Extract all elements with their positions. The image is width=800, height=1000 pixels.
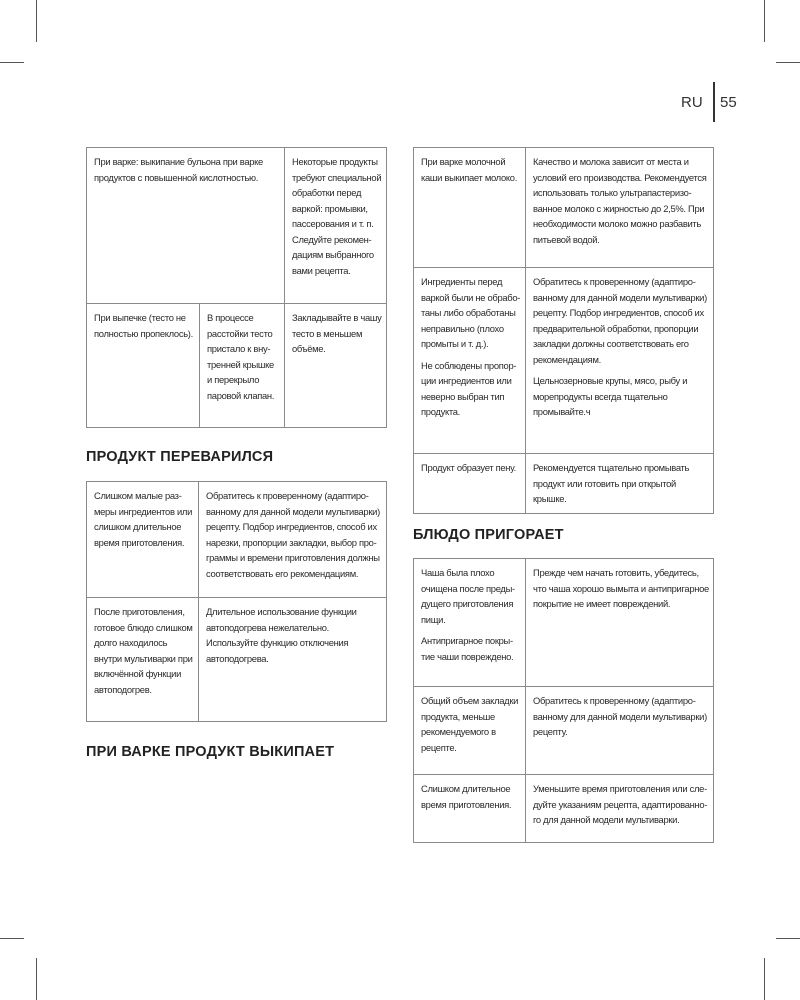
section-heading-overcooked: ПРОДУКТ ПЕРЕВАРИЛСЯ (86, 449, 274, 465)
table-row (87, 598, 387, 722)
detail-cell: В процессе расстойки тесто пристало к внутренней крышке и перекрыло паровой клапан. (200, 304, 285, 428)
cause-cell: При выпечке (тесто не полностью пропеклось). (87, 304, 200, 428)
solution-cell: Обратитесь к проверенному (адаптированному для данной модели мультиварки) рецепту. Подбор ингредиентов, способ их предварительной обработки, пропорции закладки должны соответствовать его рекомендациям. Цельнозерновые крупы, мясо, рыбу и морепродукты всегда тщательно промывайте.ч (526, 268, 714, 454)
cause-cell: При варке молочной каши выкипает молоко. (414, 148, 526, 268)
left-top-table (86, 147, 387, 428)
solution-cell: Обратитесь к проверенному (адаптированному для данной модели мультиварки) рецепту. Подбор ингредиентов, способ их нарезки, пропорции закладки, выбор программы и времени приготовления должны соответствовать его рекомендациям. (199, 482, 387, 598)
table-row (414, 559, 714, 687)
cause-cell: Слишком длительное время приготовления. (414, 775, 526, 843)
table-row (414, 687, 714, 775)
cause-cell: Продукт образует пену. (414, 454, 526, 514)
solution-cell: Длительное использование функции автоподогрева нежелательно. Используйте функцию отключения автоподогрева. (199, 598, 387, 722)
solution-cell: Рекомендуется тщательно промывать продукт или готовить при открытой крышке. (526, 454, 714, 514)
crop-mark (36, 0, 37, 42)
overcooked-table (86, 481, 387, 722)
crop-mark (764, 0, 765, 42)
cause-cell: При варке: выкипание бульона при варке продуктов с повышенной кислотностью. (87, 148, 285, 304)
crop-mark (0, 938, 24, 939)
crop-mark (776, 938, 800, 939)
table-row (414, 268, 714, 454)
table-row (414, 454, 714, 514)
solution-cell: Некоторые продукты требуют специальной обработки перед варкой: промывки, пассерования и т. п. Следуйте рекомендациям выбранного вами рецепта. (285, 148, 387, 304)
section-heading-burns: БЛЮДО ПРИГОРАЕТ (413, 527, 564, 543)
solution-cell: Обратитесь к проверенному (адаптированному для данной модели мультиварки) рецепту. (526, 687, 714, 775)
solution-cell: Прежде чем начать готовить, убедитесь, что чаша хорошо вымыта и антипригарное покрытие не имеет повреждений. (526, 559, 714, 687)
solution-cell: Качество и молока зависит от места и условий его производства. Рекомендуется использовать только ультрапастеризованное молоко с жирностью до 2,5%. При необходимости молоко можно разбавить питьевой водой. (526, 148, 714, 268)
table-row (87, 482, 387, 598)
table-row (87, 148, 387, 304)
table-row (87, 304, 387, 428)
cause-cell: Ингредиенты перед варкой были не обработаны либо обработаны неправильно (плохо промыты и т. д.). Не соблюдены пропорции ингредиентов или неверно выбран тип продукта. (414, 268, 526, 454)
cause-cell: Чаша была плохо очищена после предыдущего приготовления пищи. Антипригарное покрытие чаши повреждено. (414, 559, 526, 687)
section-heading-boils-over: ПРИ ВАРКЕ ПРОДУКТ ВЫКИПАЕТ (86, 744, 335, 760)
header-separator (713, 82, 715, 122)
crop-mark (0, 62, 24, 63)
language-code: RU (681, 94, 703, 111)
right-top-table (413, 147, 714, 514)
cause-cell: Слишком малые размеры ингредиентов или слишком длительное время приготовления. (87, 482, 199, 598)
solution-cell: Уменьшите время приготовления или следуйте указаниям рецепта, адаптированного для данной модели мультиварки. (526, 775, 714, 843)
cause-cell: После приготовления, готовое блюдо слишком долго находилось внутри мультиварки при включённой функции автоподогрев. (87, 598, 199, 722)
table-row (414, 148, 714, 268)
solution-cell: Закладывайте в чашу тесто в меньшем объёме. (285, 304, 387, 428)
crop-mark (776, 62, 800, 63)
table-row (414, 775, 714, 843)
burns-table (413, 558, 714, 843)
crop-mark (764, 958, 765, 1000)
page-number: 55 (720, 94, 737, 111)
cause-cell: Общий объем закладки продукта, меньше рекомендуемого в рецепте. (414, 687, 526, 775)
crop-mark (36, 958, 37, 1000)
